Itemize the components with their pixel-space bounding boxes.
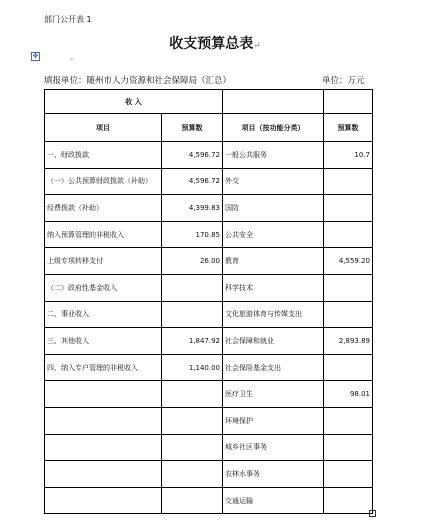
table-header-row-1 bbox=[45, 90, 373, 114]
expense-item-cell: 城乡社区事务 bbox=[223, 434, 324, 461]
expense-value-cell bbox=[324, 354, 373, 381]
income-value-cell: 26.00 bbox=[162, 248, 223, 275]
expense-value-cell: 98.01 bbox=[324, 381, 373, 408]
expense-value-cell bbox=[324, 221, 373, 248]
table-row bbox=[45, 487, 373, 514]
table-row bbox=[45, 434, 373, 461]
expense-value-cell: 4,559.20 bbox=[324, 248, 373, 275]
table-resize-handle[interactable] bbox=[369, 510, 376, 517]
column-header-expense-budget: 预算数 bbox=[324, 114, 373, 142]
expense-item-cell: 农林水事务 bbox=[223, 461, 324, 488]
income-value-cell: 170.85 bbox=[162, 221, 223, 248]
income-item-cell bbox=[45, 407, 162, 434]
expense-value-cell bbox=[324, 274, 373, 301]
table-row bbox=[45, 248, 373, 275]
income-item-cell: 三、其他收入 bbox=[45, 328, 162, 355]
table-row bbox=[45, 195, 373, 222]
income-item-cell: （二）政府性基金收入 bbox=[45, 274, 162, 301]
expense-item-cell: 外交 bbox=[223, 168, 324, 195]
expense-item-cell: 环境保护 bbox=[223, 407, 324, 434]
income-item-cell: （一）公共预算财政拨款（补助） bbox=[45, 168, 162, 195]
income-value-cell bbox=[162, 487, 223, 514]
income-item-cell bbox=[45, 434, 162, 461]
income-item-cell: 上级专项转移支付 bbox=[45, 248, 162, 275]
table-row bbox=[45, 168, 373, 195]
income-item-cell: 二、事业收入 bbox=[45, 301, 162, 328]
expense-item-cell: 交通运输 bbox=[223, 487, 324, 514]
expense-item-cell: 社会保险基金支出 bbox=[223, 354, 324, 381]
income-section-header: 收 入 bbox=[45, 90, 223, 114]
column-header-expense-item: 项目（按功能分类） bbox=[223, 114, 324, 142]
income-item-cell: 一、财政拨款 bbox=[45, 142, 162, 169]
table-move-handle-icon[interactable]: ✥ bbox=[32, 52, 39, 60]
income-value-cell bbox=[162, 301, 223, 328]
expense-item-cell: 医疗卫生 bbox=[223, 381, 324, 408]
page-title-text: 收支预算总表 bbox=[169, 36, 254, 52]
expense-item-cell: 科学技术 bbox=[223, 274, 324, 301]
income-value-cell bbox=[162, 274, 223, 301]
table-row bbox=[45, 461, 373, 488]
expense-item-cell: 一般公共服务 bbox=[223, 142, 324, 169]
income-item-cell bbox=[45, 487, 162, 514]
table-row bbox=[45, 328, 373, 355]
return-mark-icon: ↵ bbox=[253, 41, 261, 51]
expense-section-header bbox=[223, 90, 324, 114]
income-value-cell: 4,596.72 bbox=[162, 168, 223, 195]
unit-label: 单位：万元 bbox=[322, 76, 365, 86]
expense-value-cell: 2,893.89 bbox=[324, 328, 373, 355]
expense-value-cell bbox=[324, 407, 373, 434]
expense-value-cell bbox=[324, 168, 373, 195]
income-value-cell: 1,140.00 bbox=[162, 354, 223, 381]
expense-item-cell: 社会保障和就业 bbox=[223, 328, 324, 355]
expense-value-cell: 10.7 bbox=[324, 142, 373, 169]
table-row bbox=[45, 354, 373, 381]
income-item-cell: 四、纳入专户管理的非税收入 bbox=[45, 354, 162, 381]
expense-value-cell bbox=[324, 195, 373, 222]
income-value-cell: 4,399.83 bbox=[162, 195, 223, 222]
expense-item-cell: 公共安全 bbox=[223, 221, 324, 248]
table-row bbox=[45, 407, 373, 434]
table-row bbox=[45, 301, 373, 328]
budget-table bbox=[44, 89, 373, 514]
expense-item-cell: 国防 bbox=[223, 195, 324, 222]
table-row bbox=[45, 221, 373, 248]
paragraph-mark-icon: ↵ bbox=[70, 57, 75, 63]
expense-value-cell bbox=[324, 461, 373, 488]
table-row bbox=[45, 274, 373, 301]
column-header-budget: 预算数 bbox=[162, 114, 223, 142]
column-header-item: 项目 bbox=[45, 114, 162, 142]
income-item-cell: 纳入预算管理的非税收入 bbox=[45, 221, 162, 248]
table-row bbox=[45, 142, 373, 169]
income-item-cell: 经费拨款（补助） bbox=[45, 195, 162, 222]
income-item-cell bbox=[45, 461, 162, 488]
income-value-cell: 1,847.92 bbox=[162, 328, 223, 355]
page-title bbox=[0, 33, 430, 53]
expense-value-cell bbox=[324, 301, 373, 328]
table-header-row-2 bbox=[45, 114, 373, 142]
expense-value-cell bbox=[324, 487, 373, 514]
expense-section-header-2 bbox=[324, 90, 373, 114]
expense-value-cell bbox=[324, 434, 373, 461]
expense-item-cell: 教育 bbox=[223, 248, 324, 275]
income-value-cell: 4,596.72 bbox=[162, 142, 223, 169]
compiler-label: 填报单位：随州市人力资源和社会保障局（汇总） bbox=[44, 76, 232, 86]
income-value-cell bbox=[162, 461, 223, 488]
expense-item-cell: 文化旅游体育与传媒支出 bbox=[223, 301, 324, 328]
income-value-cell bbox=[162, 407, 223, 434]
document-label: 部门公开表 1 bbox=[44, 15, 92, 24]
income-value-cell bbox=[162, 381, 223, 408]
table-row bbox=[45, 381, 373, 408]
income-value-cell bbox=[162, 434, 223, 461]
income-item-cell bbox=[45, 381, 162, 408]
